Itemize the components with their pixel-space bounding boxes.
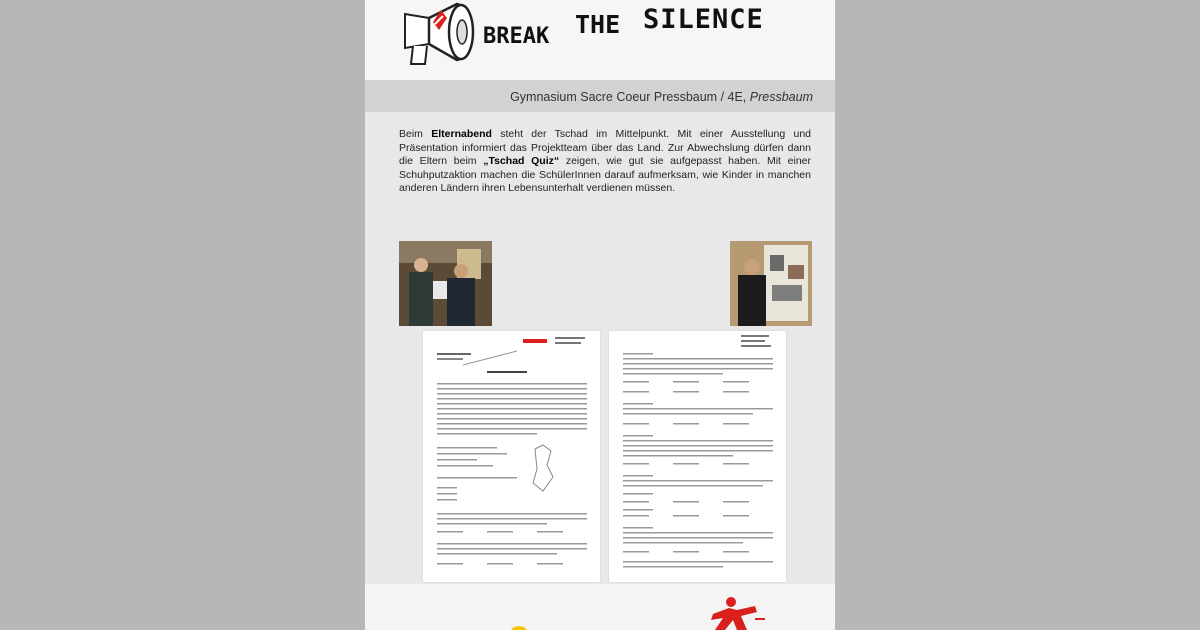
photo-exhibition-image: [730, 241, 812, 326]
article-text-3: zeigen, wie gut sie aufgepasst haben. Mit einer Schuhputzaktion machen die SchülerInnen darauf aufmerksam, wie Kinder in manchen anderen Ländern ihren Lebensunterhalt verdienen müssen.: [399, 155, 811, 194]
sun-logo-icon: [509, 626, 529, 630]
brand-word-break: BREAK: [483, 24, 550, 49]
brand-word-silence: SILENCE: [643, 4, 764, 35]
school-name: Gymnasium Sacre Coeur Pressbaum / 4E,: [510, 90, 747, 104]
photo-exhibition: [730, 241, 812, 326]
brand-word-the: THE: [575, 10, 621, 39]
header-band: [365, 0, 835, 80]
photo-parents-evening: [399, 241, 492, 326]
article-bold-1: Elternabend: [431, 128, 492, 140]
article-bold-2: „Tschad Quiz“: [483, 155, 560, 167]
photo-parents-evening-image: [399, 241, 492, 326]
quiz-sheet-1: [423, 331, 600, 582]
footer-band: [365, 584, 835, 630]
article-paragraph: [399, 128, 811, 196]
article-text-1: Beim: [399, 128, 432, 140]
school-bar: [365, 80, 835, 112]
quiz-sheet-2: [609, 331, 786, 582]
school-place: Pressbaum: [749, 90, 813, 104]
brand-title: [483, 2, 823, 72]
msf-logo-icon: [703, 596, 767, 630]
quiz-sheet-2-content: [609, 331, 786, 582]
megaphone-icon: [399, 0, 495, 68]
quiz-sheet-1-content: [423, 331, 600, 582]
article-text-2: steht der Tschad im Mittelpunkt. Mit einer Ausstellung und Präsentation informiert das Projektteam über das Land. Zur Abwechslung dürfen dann die Eltern beim: [399, 128, 811, 167]
event-poster: [365, 0, 835, 630]
